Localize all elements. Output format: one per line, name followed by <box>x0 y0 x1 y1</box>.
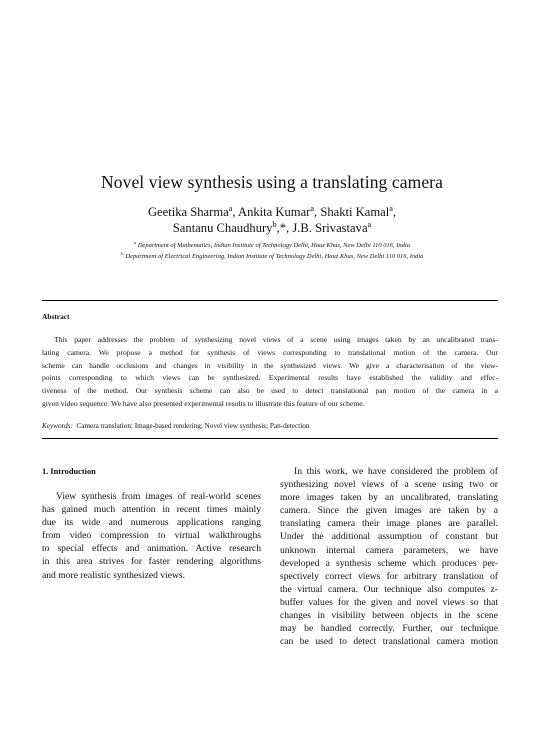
abstract-line: tiveness of the method. Our synthesis scheme can also be used to detect translational pan motion of the camera in a <box>42 386 498 396</box>
keywords-label: Keywords: <box>42 422 73 430</box>
author-kamal: Shakti Kamal$^a$ <box>320 203 393 219</box>
text-line: in this area strives for faster rendering algorithms <box>42 556 261 568</box>
abstract-line: lating camera. We propose a method for synthesis of views corresponding to translational motion of the camera. Our <box>42 347 498 357</box>
text-line: changes in visibility between objects in the scene <box>280 610 498 622</box>
text-line: the virtual camera. Our technique also computes z- <box>280 583 498 595</box>
author-srivastava: J.B. Srivastava$^a$ <box>292 219 372 235</box>
keywords <box>42 422 309 430</box>
abstract-line: This paper addresses the problem of synthesizing novel views of a scene using images taken by an uncalibrated trans- <box>54 335 498 344</box>
text-line: may be handled correctly. Further, our technique <box>280 623 498 635</box>
top-rule <box>42 300 498 301</box>
text-line: and more realistic synthesized views. <box>42 569 186 581</box>
text-line: unknown internal camera parameters, we have <box>280 544 498 556</box>
affiliation-a: $^a$ Department of Mathematics, Indian Institute of Technology Delhi, Hauz Khas, New Delhi 110 016, India <box>134 239 410 249</box>
author-kumar: Ankita Kumar$^a$ <box>237 203 315 219</box>
paper-title: Novel view synthesis using a translating camera <box>101 172 443 192</box>
abstract-line: points corresponding to which views can be synthesized. Experimental results have established the validity and effec- <box>42 373 498 383</box>
text-line: synthesizing novel views of a scene using two or <box>280 479 498 491</box>
text-line: has gained much attention in recent times mainly <box>42 504 261 516</box>
keywords-text: Camera translation; Image-based rendering; Novel view synthesis; Pan-detection <box>76 422 310 430</box>
affiliation-b: $^{b,}$ Department of Electrical Engineering, Indian Institute of Technology Delhi, Hauz Khas, New Delhi 110 016, India <box>120 250 424 260</box>
author-chaudhury: Santanu Chaudhury$^b$,* <box>172 219 287 235</box>
text-line: from video compression to virtual walkthroughs <box>42 530 261 542</box>
text-line: spectively correct views for arbitrary translation of <box>280 570 498 582</box>
author-line-1: Geetika Sharma$^a$, Ankita Kumar$^a$, Shakti Kamal$^a$, <box>147 203 397 219</box>
abstract-line: given video sequence. We have also presented experimental results to illustrate this feature of our scheme. <box>42 398 365 408</box>
text-line: translating camera their image planes are parallel. <box>280 518 498 530</box>
text-line: due its wide and numerous applications ranging <box>42 517 261 529</box>
text-line: can be used to detect translational camera motion <box>280 636 498 648</box>
abstract-body <box>42 334 498 411</box>
abstract-heading: Abstract <box>42 312 70 321</box>
intro-right-column <box>280 465 498 648</box>
author-line-2: Santanu Chaudhury$^b$,*, J.B. Srivastava$^a$ <box>172 219 372 235</box>
intro-left-column <box>42 490 261 582</box>
text-line: Under the additional assumption of constant but <box>280 531 498 543</box>
text-line: buffer values for the given and novel views so that <box>280 596 498 608</box>
abstract-line: scheme can handle occlusions and changes in visibility in the synthesized views. We give a characterisation of the view- <box>42 360 498 370</box>
text-line: View synthesis from images of real-world scenes <box>56 491 261 502</box>
text-line: to special effects and animation. Active research <box>42 543 261 555</box>
intro-heading: 1. Introduction <box>42 467 96 476</box>
bottom-rule <box>42 438 498 439</box>
text-line: developed a synthesis scheme which produces per- <box>280 557 498 569</box>
text-line: In this work, we have considered the problem of <box>294 466 498 477</box>
text-line: more images taken by an uncalibrated, translating <box>280 492 498 504</box>
author-sharma: Geetika Sharma$^a$ <box>147 203 233 219</box>
text-line: camera. Since the given images are taken by a <box>280 505 498 517</box>
